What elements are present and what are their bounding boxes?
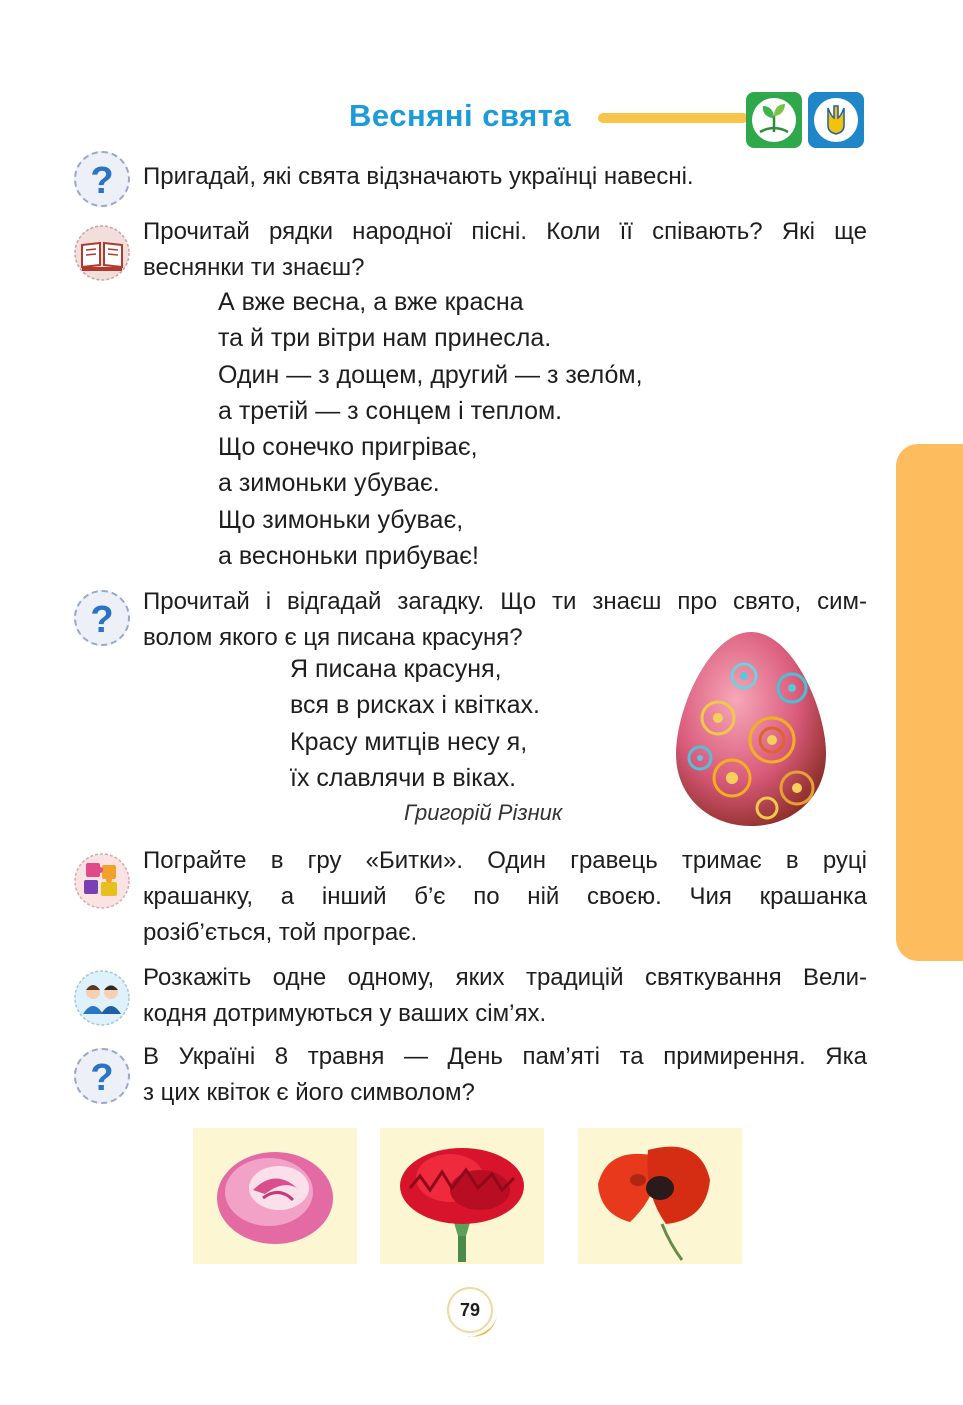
talk-task-text: Розкажіть одне одному, яких традицій святкування Вели- кодня дотримуються у ваших сім’ях. [143,964,867,1027]
question-2-text: В Україні 8 травня — День пам’яті та примирення. Яка з цих квіток є його символом? [143,1043,867,1106]
svg-text:?: ? [90,599,114,641]
question-icon [74,590,130,646]
song-line: Що сонечко пригріває, [218,433,478,462]
riddle-line: Красу митців несу я, [290,727,528,756]
riddle-task-text: Прочитай і відгадай загадку. Що ти знаєш про свято, сим- волом якого є ця писана красуня? [143,588,867,651]
pysanka-image [672,628,830,828]
poem-author: Григорій Різник [404,800,563,825]
song-line: а зимоньки убуває. [218,469,440,498]
carnation-image [380,1128,544,1264]
song-line: А вже весна, а вже красна [218,288,524,316]
nature-badge-icon [746,92,802,148]
page-title: Весняні свята [349,98,572,133]
question-icon [74,1048,130,1104]
title-underline [598,113,748,123]
folk-song [218,284,643,574]
question-icon [74,151,130,207]
poppy-image [578,1128,742,1264]
svg-text:?: ? [90,160,114,202]
riddle-line: їх славлячи в віках. [290,763,517,792]
book-icon [74,225,130,281]
song-line: а весноньки прибуває! [218,542,479,571]
song-line: Що зимоньки убуває, [218,505,464,534]
riddle-line: Я писана красуня, [290,655,502,683]
riddle-line: вся в рисках і квітках. [290,691,540,720]
pair-work-icon [74,970,130,1026]
trident-badge-icon [808,92,864,148]
side-tab [896,444,963,961]
svg-text:?: ? [90,1057,114,1099]
song-line: та й три вітри нам принесла. [218,324,552,353]
rose-image [193,1128,357,1264]
riddle-poem [290,651,540,796]
game-task-text: Пограйте в гру «Битки». Один гравець тримає в руці крашанку, а інший б’є по ній своєю. Чия крашанка розіб’ється, той програє. [143,847,867,946]
question-1-text: Пригадай, які свята відзначають українці навесні. [143,163,694,190]
song-line: Один — з дощем, другий — з зело́м, [218,360,643,389]
puzzle-icon [74,853,130,909]
song-line: а третій — з сонцем і теплом. [218,396,563,425]
reading-task-text: Прочитай рядки народної пісні. Коли її співають? Які ще веснянки ти знаєш? [143,218,867,281]
page-number: 79 [459,1300,481,1320]
